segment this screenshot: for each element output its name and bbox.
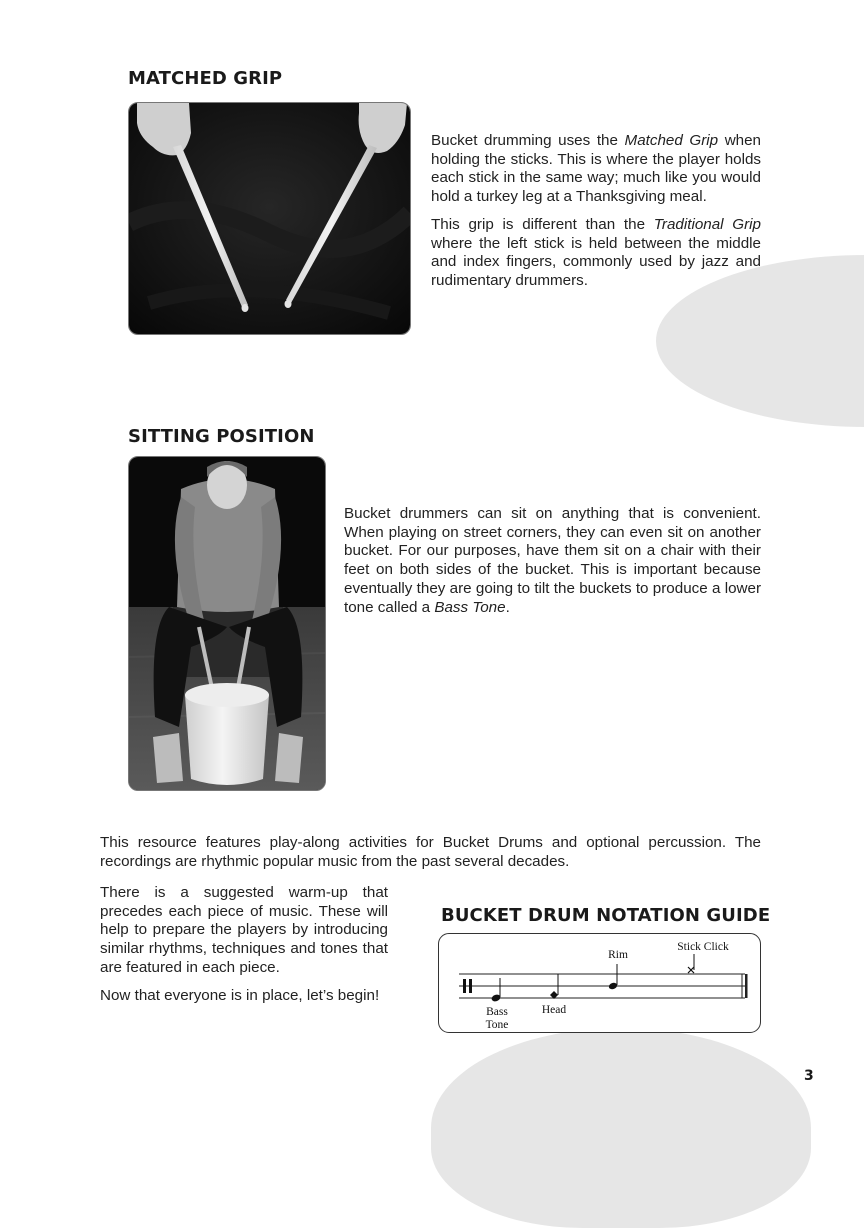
text: where the left stick is held between the middle and index fingers, commonly used by jazz and rudimentary drummers. — [431, 234, 761, 289]
term-matched-grip: Matched Grip — [624, 132, 719, 149]
term-bass-tone: Bass Tone — [434, 598, 506, 616]
intro-text — [100, 834, 761, 871]
intro-paragraph: This resource features play-along activities for Bucket Drums and optional percussion. The recordings are rhythmic popular music from the past several decades. — [100, 834, 761, 870]
text: This grip is different than the — [431, 215, 654, 233]
matched-grip-photo — [128, 102, 411, 335]
rim-label: Rim — [608, 949, 628, 961]
stick-click-note — [688, 954, 694, 973]
sitting-position-text — [344, 505, 761, 617]
matched-grip-text — [431, 132, 761, 291]
section-heading-sitting-position: SITTING POSITION — [128, 426, 315, 447]
text: Bass — [486, 1006, 508, 1018]
matched-grip-paragraph-1 — [431, 132, 761, 207]
text: . — [505, 598, 510, 616]
text: Bucket drummers can sit on anything that is convenient. When playing on street corners, they can even sit on another bucket. For our purposes, have them sit on a chair with their feet on both sides of the bucket. This is important because eventually they are going to tilt the buckets to produce a lower tone called a — [344, 505, 761, 616]
begin-paragraph: Now that everyone is in place, let’s begin! — [100, 986, 380, 1004]
text: when holding the sticks. This is where the player holds each stick in the same way; much like you would hold a turkey leg at a Thanksgiving meal. — [431, 132, 761, 206]
warmup-paragraph: There is a suggested warm-up that precedes each piece of music. These will help to prepare the players by introducing similar rhythms, techniques and tones that are featured in each piece. — [100, 884, 388, 976]
stick-click-label: Stick Click — [677, 941, 729, 953]
term-traditional-grip: Traditional Grip — [653, 215, 761, 233]
text: Bucket drumming uses the — [431, 132, 625, 149]
warmup-text — [100, 884, 388, 1005]
page-number: 3 — [804, 1068, 814, 1084]
notation-guide-box — [438, 933, 761, 1033]
section-heading-notation-guide: BUCKET DRUM NOTATION GUIDE — [441, 905, 771, 926]
text: Tone — [485, 1019, 509, 1031]
sitting-position-photo — [128, 456, 326, 791]
rim-note — [608, 964, 618, 990]
section-heading-matched-grip: MATCHED GRIP — [128, 68, 283, 89]
bass-tone-note — [491, 978, 502, 1003]
background-shape — [431, 1028, 811, 1228]
sitting-position-paragraph — [344, 505, 761, 617]
head-label: Head — [541, 1004, 567, 1016]
matched-grip-paragraph-2 — [431, 216, 761, 291]
bass-tone-label — [479, 1006, 515, 1032]
